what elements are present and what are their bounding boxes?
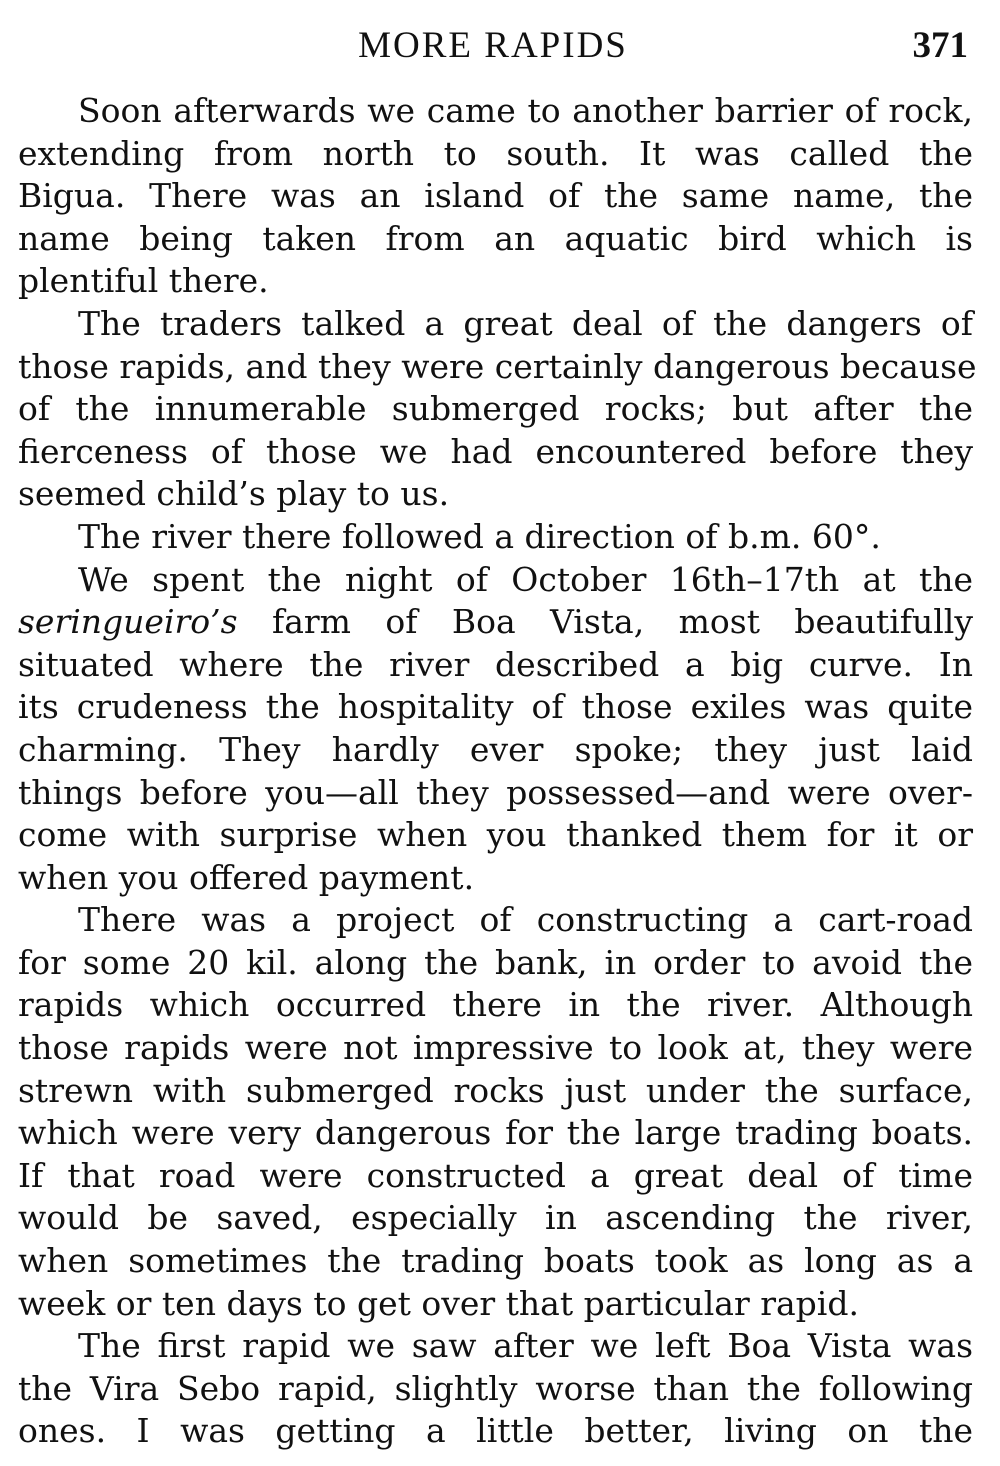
text-line: for some 20 kil. along the bank, in order to avoid the	[18, 942, 973, 982]
text-line: The traders talked a great deal of the dangers of	[78, 303, 973, 343]
text-line: come with surprise when you thanked them for it or	[18, 815, 973, 855]
text-line: rapids which occurred there in the river. Although	[18, 985, 973, 1025]
text-line: Soon afterwards we came to another barrier of rock,	[78, 91, 973, 130]
paragraph	[18, 1325, 973, 1453]
text-line: There was a project of constructing a cart-road	[78, 900, 973, 940]
page-number: 371	[912, 25, 968, 66]
text-line: The first rapid we saw after we left Boa Vista was	[78, 1326, 973, 1366]
text-line: We spent the night of October 16th–17th at the	[78, 559, 973, 599]
text-line: Bigua. There was an island of the same name, the	[18, 176, 973, 216]
italic-term: seringueiro’s	[18, 602, 238, 642]
text-line: The river there followed a direction of b.m. 60°.	[78, 516, 881, 556]
page-header	[18, 24, 968, 74]
text-line: If that road were constructed a great deal of time	[18, 1155, 973, 1195]
text-line: when sometimes the trading boats took as long as a	[18, 1241, 973, 1281]
running-head: MORE RAPIDS	[358, 25, 628, 66]
text-line: those rapids, and they were certainly dangerous because	[18, 346, 977, 386]
text-line-with-italic	[18, 601, 973, 644]
text-line-rest: farm of Boa Vista, most beautifully	[237, 602, 973, 642]
text-line: extending from north to south. It was called the	[18, 133, 973, 173]
text-line: seemed child’s play to us.	[18, 474, 450, 514]
body-text	[18, 90, 977, 1453]
text-line: the Vira Sebo rapid, slightly worse than the following	[18, 1368, 973, 1408]
text-line: of the innumerable submerged rocks; but after the	[18, 389, 973, 429]
paragraph	[18, 559, 973, 900]
text-line: fierceness of those we had encountered before they	[18, 431, 973, 471]
paragraph	[18, 516, 973, 559]
text-line: those rapids were not impressive to look at, they were	[18, 1028, 973, 1068]
text-line: would be saved, especially in ascending the river,	[18, 1198, 973, 1238]
text-line: situated where the river described a big curve. In	[18, 644, 973, 684]
text-line: its crudeness the hospitality of those exiles was quite	[18, 687, 973, 727]
text-line: plentiful there.	[18, 261, 269, 301]
text-line: name being taken from an aquatic bird which is	[18, 218, 973, 258]
text-line: things before you—all they possessed—and were over-	[18, 772, 973, 812]
text-line: charming. They hardly ever spoke; they just laid	[18, 729, 973, 769]
text-line: when you offered payment.	[18, 857, 475, 897]
paragraph	[18, 899, 973, 1325]
text-line: which were very dangerous for the large trading boats.	[18, 1113, 973, 1153]
text-line: week or ten days to get over that particular rapid.	[18, 1283, 859, 1323]
text-line: strewn with submerged rocks just under the surface,	[18, 1070, 973, 1110]
paragraph	[18, 303, 977, 516]
paragraph	[18, 90, 973, 303]
text-line: ones. I was getting a little better, living on the	[18, 1411, 973, 1451]
